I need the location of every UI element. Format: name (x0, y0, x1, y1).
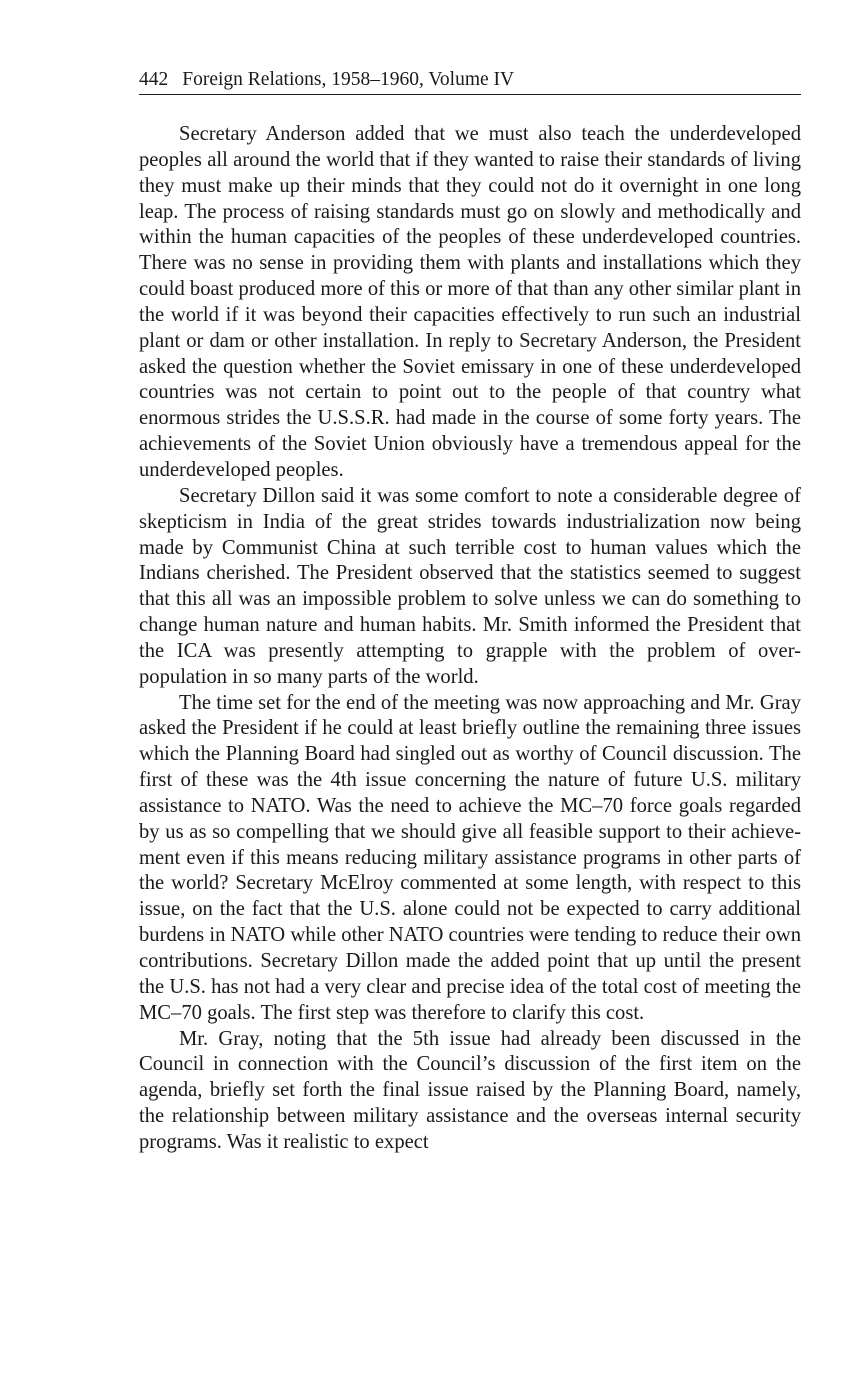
document-page (139, 66, 801, 1156)
paragraph-dillon: Secretary Dillon said it was some comfort to note a considerable degree of skepticism in India of the great strides towards industrialization now being made by Communist China at such terrible cost to human values which the Indians cherished. The President observed that the statistics seemed to suggest that this all was an impossible problem to solve unless we can do something to change human nature and human habits. Mr. Smith informed the President that the ICA was presently attempting to grapple with the problem of over-population in so many parts of the world. (139, 484, 801, 688)
running-head (139, 66, 801, 95)
body-text (139, 122, 801, 1156)
paragraph-anderson: Secretary Anderson added that we must also teach the underdeveloped peoples all around the world that if they wanted to raise their standards of living they must make up their minds that they could not do it overnight in one long leap. The process of raising standards must go on slowly and methodically and within the human capacities of the peoples of these underdeveloped countries. There was no sense in providing them with plants and installations which they could boast produced more of this or more of that than any other similar plant in the world if it was beyond their capacities effectively to run such an industrial plant or dam or other installation. In reply to Secretary Anderson, the President asked the question whether the Soviet emissary in one of these underdeveloped countries was not certain to point out to the people of that country what enormous strides the U.S.S.R. had made in the course of some forty years. The achievements of the Soviet Union obviously have a tremendous appeal for the underdeveloped peoples. (139, 123, 801, 481)
running-head-title: Foreign Relations, 1958–1960, Volume IV (182, 69, 515, 90)
paragraph-nato-issue: The time set for the end of the meeting was now approaching and Mr. Gray asked the President if he could at least briefly outline the remaining three issues which the Planning Board had singled out as worthy of Council discussion. The first of these was the 4th issue concerning the nature of future U.S. military assistance to NATO. Was the need to achieve the MC–70 force goals regarded by us as so compelling that we should give all feasible support to their achievement even if this means reducing military assistance programs in other parts of the world? Secretary McElroy commented at some length, with respect to this issue, on the fact that the U.S. alone could not be expected to carry additional burdens in NATO while other NATO countries were tending to reduce their own contributions. Secretary Dillon made the added point that up until the present the U.S. has not had a very clear and precise idea of the total cost of meeting the MC–70 goals. The first step was therefore to clarify this cost. (139, 691, 801, 1024)
page-number: 442 (139, 69, 169, 90)
paragraph-final-issue: Mr. Gray, noting that the 5th issue had already been discussed in the Council in connection with the Council’s discussion of the first item on the agenda, briefly set forth the final issue raised by the Planning Board, namely, the relationship between military assistance and the overseas internal security programs. Was it realistic to expect (139, 1027, 801, 1153)
